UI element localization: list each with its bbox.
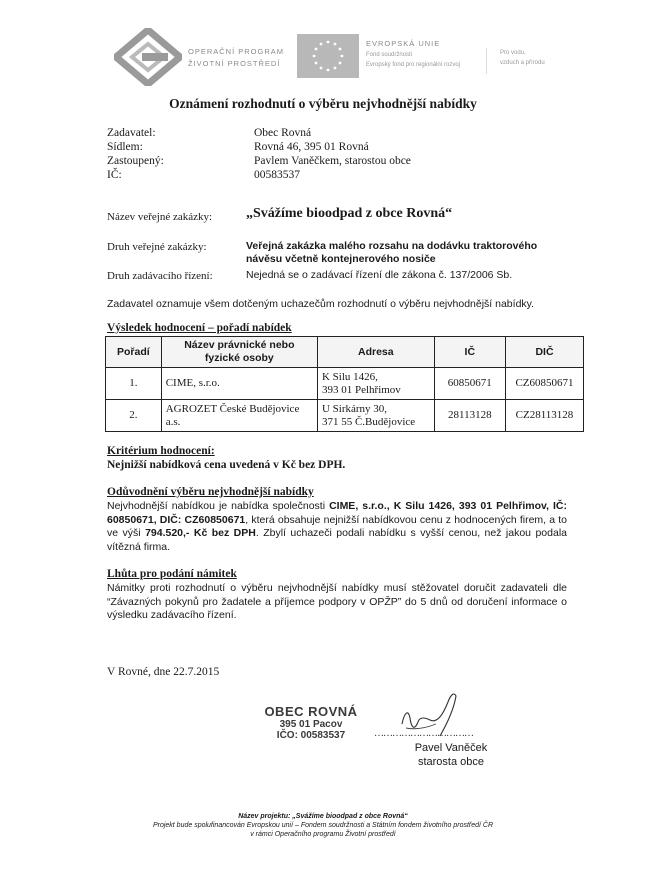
results-heading: Výsledek hodnocení – pořadí nabídek [107, 322, 292, 334]
motto-line2: vzduch a přírodu [500, 60, 545, 66]
footer-line2: Projekt bude spolufinancován Evropskou unií – Fondem soudržnosti a Státním fondem životního prostředí ČR [152, 822, 494, 829]
contract-type-line1: Veřejná zakázka malého rozsahu na dodávku traktorového [246, 240, 538, 252]
value-ic: 00583537 [254, 169, 300, 181]
footer-project: Název projektu: „Svážíme bioodpad z obce Rovná“ [238, 813, 408, 820]
address-line1: U Sirkárny 30, [321, 402, 388, 415]
eu-flag-icon [297, 34, 359, 78]
cell-dic: CZ28113128 [505, 400, 583, 432]
stamp-line2: 395 01 Pacov [279, 719, 343, 730]
opzp-line2: ŽIVOTNÍ PROSTŘEDÍ [188, 59, 281, 68]
address-line1: K Silu 1426, [321, 370, 378, 383]
procedure-value: Nejedná se o zadávací řízení dle zákona č. 137/2006 Sb. [246, 269, 513, 281]
cell-order: 2. [106, 400, 162, 432]
address-line2: 371 55 Č.Budějovice [321, 415, 416, 428]
col-order: Pořadí [106, 337, 162, 368]
cell-name: CIME, s.r.o. [161, 368, 317, 400]
stamp-line1: OBEC ROVNÁ [264, 704, 358, 719]
opzp-logo-icon [114, 28, 182, 86]
justification-heading: Odůvodnění výběru nejvhodnější nabídky [107, 486, 314, 498]
eu-line2: Evropský fond pro regionální rozvoj [366, 62, 461, 68]
place-date: V Rovné, dne 22.7.2015 [107, 666, 220, 678]
contract-name-label: Název veřejné zakázky: [107, 211, 213, 223]
label-ic: IČ: [107, 169, 122, 181]
col-address: Adresa [317, 337, 434, 368]
objection-heading: Lhůta pro podání námitek [107, 568, 237, 580]
cell-address [317, 400, 434, 432]
cell-order: 1. [106, 368, 162, 400]
col-dic: DIČ [505, 337, 583, 368]
label-sidlem: Sídlem: [107, 141, 143, 153]
procedure-label: Druh zadávacího řízení: [107, 270, 213, 282]
cell-address [317, 368, 434, 400]
address-line2: 393 01 Pelhřimov [321, 383, 401, 396]
motto-line1: Pro vodu, [500, 50, 526, 56]
justification-text [107, 500, 567, 554]
cell-dic: CZ60850671 [505, 368, 583, 400]
table-header-row [106, 337, 584, 368]
stamp-line3: IČO: 00583537 [276, 730, 346, 741]
document-title: Oznámení rozhodnutí o výběru nejvhodnější nabídky [169, 96, 477, 111]
signature-role: starosta obce [417, 756, 485, 768]
opzp-line1: OPERAČNÍ PROGRAM [188, 47, 285, 56]
contract-type-line2: návěsu včetně kontejnerového nosiče [246, 253, 436, 265]
justification-part1: Nejvhodnější nabídkou je nabídka společnosti [107, 500, 330, 512]
criterion-text: Nejnižší nabídková cena uvedená v Kč bez DPH. [107, 459, 346, 471]
cell-name: AGROZET České Budějovice a.s. [161, 400, 317, 432]
table-row [106, 368, 584, 400]
eu-title: EVROPSKÁ UNIE [366, 39, 441, 48]
justification-winner: CIME, s.r.o., K Silu 1426, 393 01 Pelhřimov, IČ: 60850671, DIČ: CZ60850671 [107, 500, 567, 526]
value-zastoupeny: Pavlem Vaněčkem, starostou obce [254, 155, 411, 167]
value-zadavatel: Obec Rovná [254, 127, 312, 139]
justification-part3: . Zbylí uchazeči podali nabídku s vyšší cenou, než jakou podala vítězná firma. [107, 527, 567, 553]
cell-ic: 28113128 [434, 400, 505, 432]
announcement-text: Zadavatel oznamuje všem dotčeným uchazečům rozhodnutí o výběru nejvhodnější nabídky. [107, 298, 535, 310]
signature-name: Pavel Vaněček [414, 742, 488, 754]
cell-ic: 60850671 [434, 368, 505, 400]
justification-part2: , která obsahuje nejnižší nabídkovou cenu z hodnocených firem, a to ve výši [107, 513, 568, 539]
col-name: Název právnické nebo fyzické osoby [161, 337, 317, 368]
label-zastoupeny: Zastoupený: [107, 155, 164, 167]
label-zadavatel: Zadavatel: [107, 127, 156, 139]
value-sidlem: Rovná 46, 395 01 Rovná [254, 141, 369, 153]
signature-dots: …………………………… [374, 728, 473, 739]
contract-name-value: „Svážíme bioodpad z obce Rovná“ [246, 206, 453, 221]
contract-type-label: Druh veřejné zakázky: [107, 241, 207, 253]
criterion-heading: Kritérium hodnocení: [107, 445, 215, 457]
official-stamp [256, 704, 366, 741]
col-ic: IČ [434, 337, 505, 368]
eu-line1: Fond soudržnosti [366, 52, 413, 58]
justification-price: 794.520,- Kč bez DPH [145, 527, 256, 539]
objection-text: Námitky proti rozhodnutí o výběru nejvhodnější nabídky musí stěžovatel doručit zadavateli dle “Závazných pokynů pro žadatele a příjemce podpory v OPŽP” do 5 dnů od doručení informace o výsledku zadávacího řízení. [107, 582, 567, 621]
table-row [106, 400, 584, 432]
results-table [105, 336, 584, 432]
footer-line3: v rámci Operačního programu Životní prostředí [250, 831, 396, 838]
